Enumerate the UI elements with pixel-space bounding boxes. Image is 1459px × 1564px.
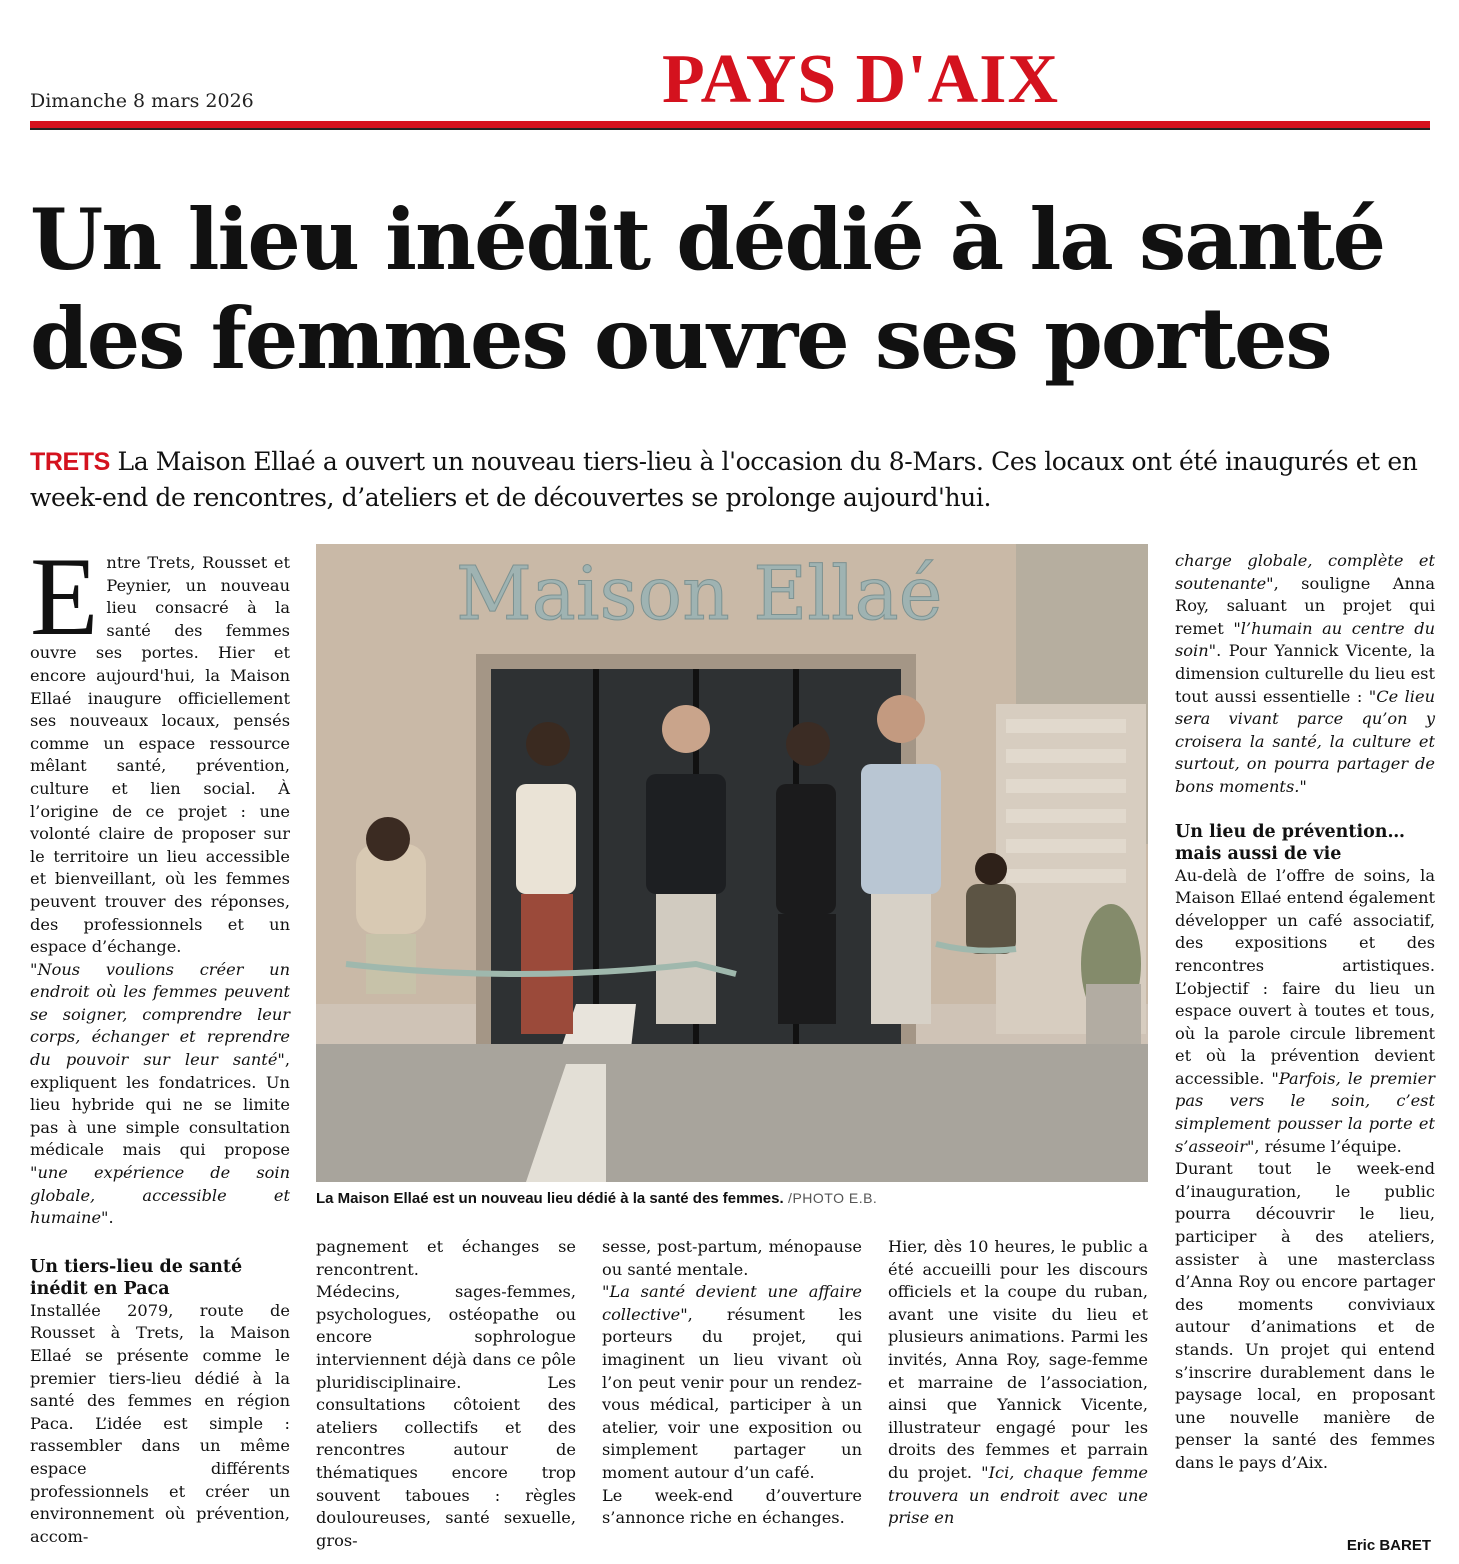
header-rule — [30, 121, 1430, 130]
headline: Un lieu inédit dédié à la santé des femmes ouvre ses portes — [30, 190, 1385, 388]
author-signature: Eric BARET — [1346, 1537, 1431, 1554]
col3-paragraph-2: Le week-end d’ouverture s’annonce riche en échanges. — [602, 1485, 862, 1528]
column-3 — [602, 1236, 862, 1530]
photo-caption — [316, 1190, 877, 1207]
quote-prise-en-charge: Ici, chaque femme trouvera un endroit avec une prise en — [888, 1462, 1149, 1528]
column-1 — [30, 535, 290, 1548]
col1-paragraph-2: Installée 2079, route de Rousset à Trets, la Maison Ellaé se présente comme le premier tiers-lieu dédié à la santé des femmes en région Paca. L’idée est simple : rassembler dans un même espace différents professionnels et créer un environnement où prévention, accom- — [30, 1300, 290, 1546]
col3-paragraph-quote: "La santé devient une affaire collective", résument les porteurs du projet, qui imaginent un lieu vivant où l’on peut venir pour un rendez-vous médical, participer à un atelier, voir une exposition ou simplement partager un moment autour d’un café. — [602, 1282, 862, 1482]
kicker: TRETS — [30, 448, 110, 476]
col5-paragraph-quote: charge globale, complète et soutenante", souligne Anna Roy, saluant un projet qui remet "l’humain au centre du soin". Pour Yannick Vicente, la dimension culturelle du lieu est tout aussi essentielle : "Ce lieu sera vivant parce qu’on y croisera la santé, la culture et surtout, on pourra partager de bons moments." — [1175, 551, 1435, 796]
subhead-2: Un lieu de prévention… mais aussi de vie — [1175, 821, 1406, 864]
column-4 — [888, 1236, 1148, 1530]
col5-paragraph-2: Durant tout le week-end d’inauguration, le public pourra découvrir le lieu, participer à des ateliers, assister à une masterclass d’Anna Roy ou encore partager des moments conviviaux autour d’animations et de stands. Un projet qui entend s’inscrire durablement dans le paysage local, en proposant une nouvelle manière de penser la santé des femmes dans le pays d’Aix. — [1175, 1159, 1435, 1472]
building-photo-illustration — [316, 544, 1148, 1182]
article-photo — [316, 544, 1148, 1182]
quote-founders: Nous voulions créer un endroit où les femmes peuvent se soigner, comprendre leur corps, échanger et reprendre du pouvoir sur leur santé — [30, 959, 290, 1070]
quote-experience: une expérience de soin globale, accessible et humaine — [30, 1163, 290, 1228]
chapo — [30, 444, 1440, 516]
issue-date: Dimanche 8 mars 2026 — [30, 90, 254, 112]
col1-paragraph-quote: "Nous voulions créer un endroit où les femmes peuvent se soigner, comprendre leur corps, échanger et reprendre du pouvoir sur leur santé", expliquent les fondatrices. Un lieu hybride qui ne se limite pas à une simple consultation médicale mais qui propose "une expérience de soin globale, accessible et humaine". — [30, 959, 290, 1228]
caption-text: La Maison Ellaé est un nouveau lieu dédié à la santé des femmes. — [316, 1190, 784, 1207]
quote-collective: La santé devient une affaire collective — [602, 1282, 862, 1324]
col2-paragraph-1: pagnement et échanges se rencontrent. — [316, 1237, 576, 1279]
column-5 — [1175, 550, 1435, 1475]
col5-paragraph-1: Au-delà de l’offre de soins, la Maison Ellaé entend également développer un café associatif, des expositions et des rencontres artistiques. L’objectif : faire du lieu un espace ouvert à toutes et tous, où la parole circule librement et où la prévention devient accessible. "Parfois, le premier pas vers le soin, c’est simplement pousser la porte et s’asseoir", résume l’équipe. — [1175, 865, 1435, 1156]
subhead-1: Un tiers-lieu de santé inédit en Paca — [30, 1256, 243, 1299]
column-2 — [316, 1236, 576, 1552]
section-title: PAYS D'AIX — [662, 41, 1060, 118]
col4-paragraph-1: Hier, dès 10 heures, le public a été accueilli pour les discours officiels et la coupe du ruban, avant une visite du lieu et plusieurs animations. Parmi les invités, Anna Roy, sage-femme et marraine de l’association, ainsi que Yannick Vicente, illustrateur engagé pour les droits des femmes et parrain du projet. "Ici, chaque femme trouvera un endroit avec une prise en — [888, 1237, 1149, 1528]
col1-paragraph-1: ntre Trets, Rousset et Peynier, un nouveau lieu consacré à la santé des femmes ouvre ses portes. Hier et encore aujourd'hui, la Maison Ellaé inaugure officiellement ses nouveaux locaux, pensés comme un espace ressource mêlant santé, prévention, culture et lien social. À l’origine de ce projet : une volonté claire de proposer sur le territoire un lieu accessible et bienveillant, où les femmes peuvent trouver des réponses, des professionnels et un espace d’échange. — [30, 553, 290, 957]
chapo-text: La Maison Ellaé a ouvert un nouveau tiers-lieu à l'occasion du 8-Mars. Ces locaux ont été inaugurés et en week-end de rencontres, d’ateliers et de découvertes se prolonge aujourd'hui. — [30, 447, 1418, 512]
dropcap: E — [30, 535, 99, 659]
col3-paragraph-1: sesse, post-partum, ménopause ou santé mentale. — [602, 1237, 862, 1279]
sign-text: Maison Ellaé — [456, 551, 943, 637]
photo-credit: /PHOTO E.B. — [783, 1190, 878, 1206]
col2-paragraph-2: Médecins, sages-femmes, psychologues, ostéopathe ou encore sophrologue interviennent déjà dans ce pôle pluridisciplinaire. Les consultations côtoient des ateliers collectifs et des rencontres autour de thématiques encore trop souvent taboues : règles douloureuses, santé sexuelle, gros- — [316, 1282, 576, 1550]
